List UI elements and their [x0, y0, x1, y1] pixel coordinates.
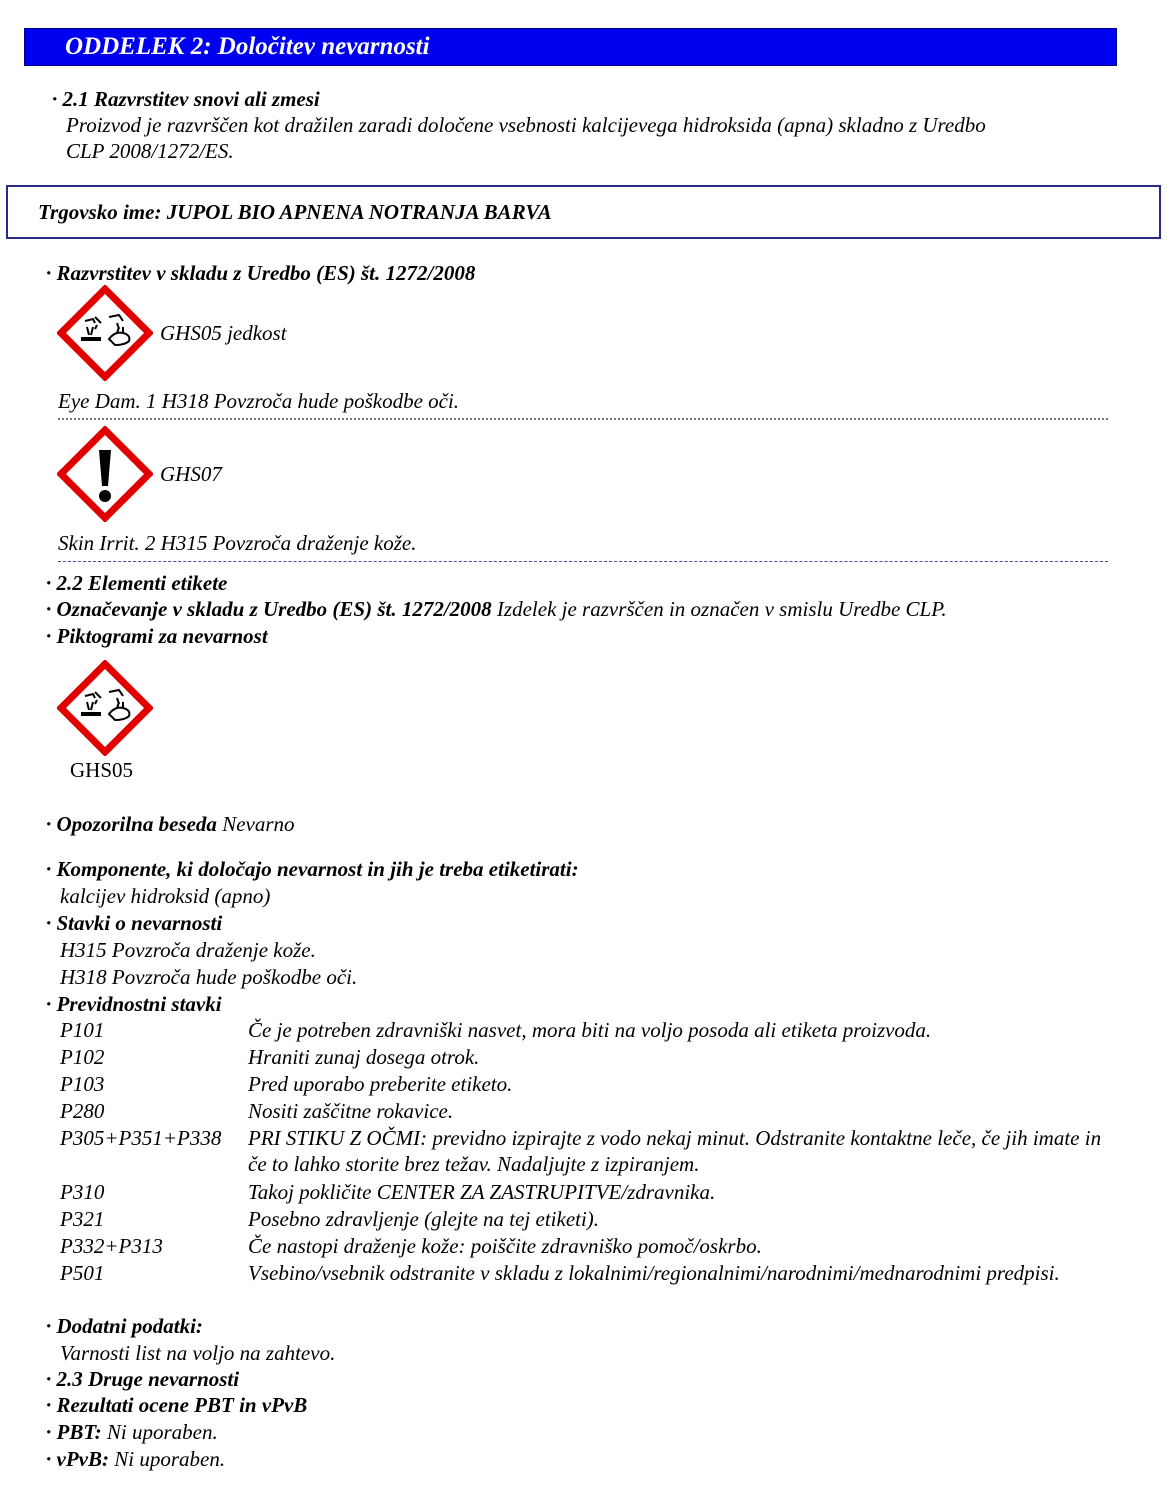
precaution-code: P102: [60, 1045, 105, 1069]
classification-text-line2: CLP 2008/1272/ES.: [66, 139, 234, 163]
labelling-line: [46, 596, 947, 622]
heading-2-1: · 2.1 Razvrstitev snovi ali zmesi: [52, 87, 320, 111]
precaution-code: P103: [60, 1072, 105, 1096]
precaution-code: P101: [60, 1018, 105, 1042]
precaution-text: Če nastopi draženje kože: poiščite zdravniško pomoč/oskrbo.: [248, 1234, 762, 1258]
vpvb-value: Ni uporaben.: [108, 1447, 226, 1471]
pictogram-caption: GHS05: [70, 758, 134, 782]
hazard-statement-h318: H318 Povzroča hude poškodbe oči.: [60, 965, 358, 989]
precaution-code: P321: [60, 1207, 105, 1231]
signal-word-label: · Opozorilna beseda: [46, 812, 217, 836]
additional-info-heading: · Dodatni podatki:: [46, 1314, 203, 1338]
pictogram2-label: GHS07: [160, 462, 222, 486]
hazard2-text: Skin Irrit. 2 H315 Povzroča draženje kože.: [58, 531, 417, 555]
precaution-code: P501: [60, 1261, 105, 1285]
classification-text-line1: Proizvod je razvrščen kot dražilen zaradi določene vsebnosti kalcijevega hidroksida (apna) skladno z Uredbo: [66, 113, 986, 137]
precaution-text: PRI STIKU Z OČMI: previdno izpirajte z vodo nekaj minut. Odstranite kontaktne leče, če jih imate in če to lahko storite brez težav. Nadaljujte z izpiranjem.: [248, 1126, 1102, 1176]
precaution-text: Vsebino/vsebnik odstranite v skladu z lokalnimi/regionalnimi/narodnimi/mednarodnimi predpisi.: [248, 1261, 1060, 1285]
components-text: kalcijev hidroksid (apno): [60, 884, 271, 908]
precautionary-heading: · Previdnostni stavki: [46, 992, 222, 1016]
hazard-statements-heading: · Stavki o nevarnosti: [46, 911, 223, 935]
precaution-text: Pred uporabo preberite etiketo.: [248, 1072, 513, 1096]
section-header-bar: [24, 28, 1117, 66]
trade-name-box: [6, 185, 1161, 239]
pictogram1-label: GHS05 jedkost: [160, 321, 287, 345]
precaution-code: P305+P351+P338: [60, 1126, 222, 1150]
precaution-text: Nositi zaščitne rokavice.: [248, 1099, 454, 1123]
dashed-divider: [58, 561, 1108, 562]
section-title: ODDELEK 2: Določitev nevarnosti: [65, 33, 430, 60]
precaution-text: Če je potreben zdravniški nasvet, mora biti na voljo posoda ali etiketa proizvoda.: [248, 1018, 932, 1042]
additional-info-text: Varnosti list na voljo na zahtevo.: [60, 1341, 336, 1365]
exclamation-pictogram-icon: [57, 426, 153, 522]
precaution-code: P332+P313: [60, 1234, 163, 1258]
precaution-code: P280: [60, 1099, 105, 1123]
hazard-statement-h315: H315 Povzroča draženje kože.: [60, 938, 316, 962]
labelling-label: · Označevanje v skladu z Uredbo (ES) št. 1272/2008: [46, 597, 492, 621]
pictograms-heading: · Piktogrami za nevarnost: [46, 624, 268, 648]
signal-word-line: [46, 811, 295, 837]
precaution-text: Takoj pokličite CENTER ZA ZASTRUPITVE/zdravnika.: [248, 1180, 716, 1204]
heading-2-3: · 2.3 Druge nevarnosti: [46, 1367, 240, 1391]
precaution-text: Posebno zdravljenje (glejte na tej etiketi).: [248, 1207, 600, 1231]
dotted-divider: [58, 418, 1108, 420]
corrosion-pictogram-icon: [57, 660, 153, 756]
labelling-text: Izdelek je razvrščen in označen v smislu Uredbe CLP.: [491, 597, 947, 621]
precaution-text: Hraniti zunaj dosega otrok.: [248, 1045, 480, 1069]
pbt-value: Ni uporaben.: [101, 1420, 218, 1444]
classification-heading: · Razvrstitev v skladu z Uredbo (ES) št. 1272/2008: [46, 261, 476, 285]
precaution-code: P310: [60, 1180, 105, 1204]
corrosion-pictogram-icon: [57, 285, 153, 381]
heading-2-2: · 2.2 Elementi etikete: [46, 571, 228, 595]
pbt-label: · PBT:: [46, 1420, 102, 1444]
signal-word-value: Nevarno: [216, 812, 295, 836]
components-heading: · Komponente, ki določajo nevarnost in jih je treba etiketirati:: [46, 857, 579, 881]
vpvb-line: [46, 1446, 225, 1472]
pbt-vpvb-heading: · Rezultati ocene PBT in vPvB: [46, 1393, 308, 1417]
pbt-line: [46, 1419, 218, 1445]
vpvb-label: · vPvB:: [46, 1447, 109, 1471]
trade-name: Trgovsko ime: JUPOL BIO APNENA NOTRANJA BARVA: [38, 200, 552, 224]
hazard1-text: Eye Dam. 1 H318 Povzroča hude poškodbe oči.: [58, 389, 460, 413]
